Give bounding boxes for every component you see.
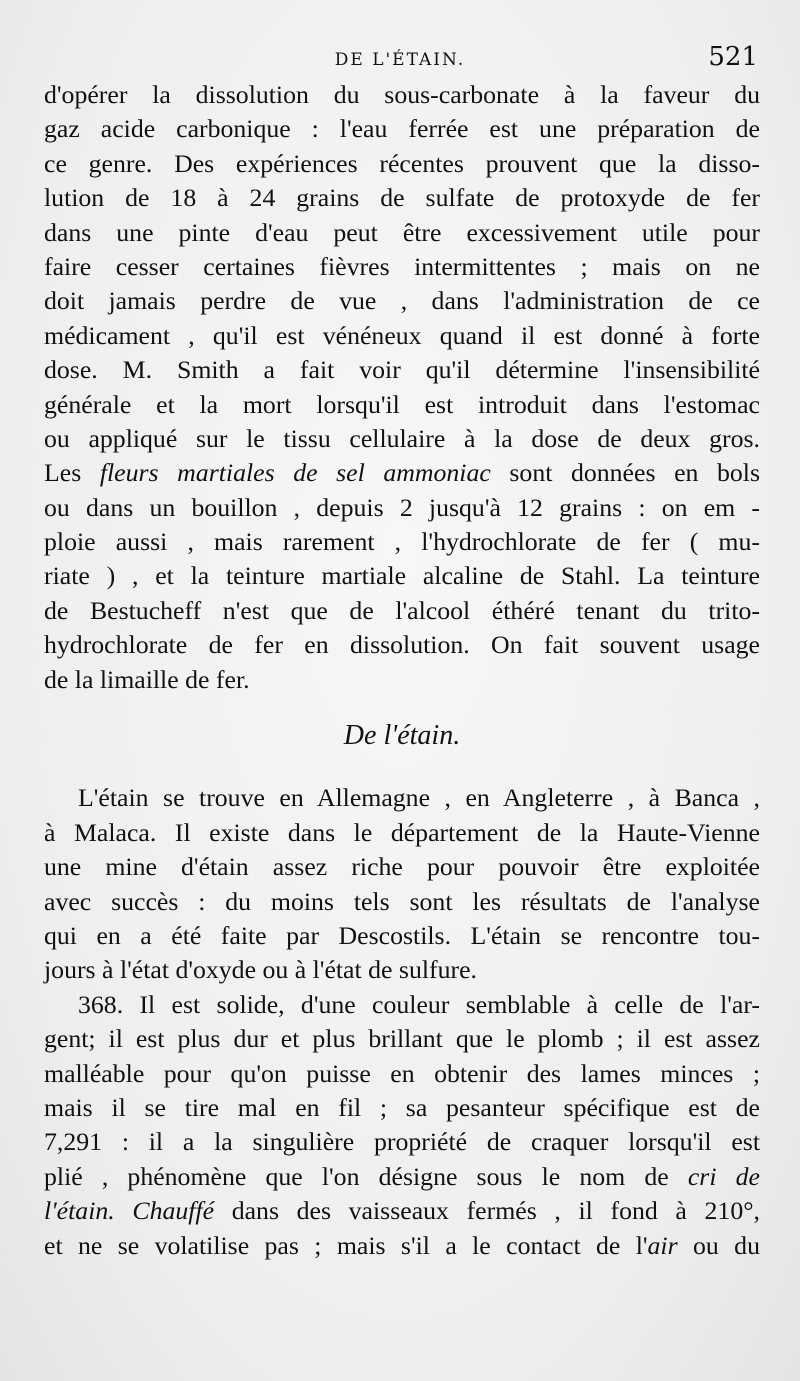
italic-term: fleurs martiales de sel ammoniac xyxy=(99,458,491,488)
text-span: plié , phénomène que l'on désigne sous le nom de xyxy=(44,1161,688,1191)
text-line: L'étain se trouve en Allemagne , en Angleterre , à Banca , xyxy=(78,783,760,813)
text-span: dans des vaisseaux fermés , il fond à 210°, xyxy=(214,1196,760,1226)
text-line: jours à l'état d'oxyde ou à l'état de sulfure. xyxy=(44,955,478,985)
text-line: 368. Il est solide, d'une couleur semblable à celle de l'ar- xyxy=(78,989,760,1019)
text-line xyxy=(44,1229,760,1263)
text-line: malléable pour qu'on puisse en obtenir des lames minces ; xyxy=(44,1058,760,1088)
text-line: à Malaca. Il existe dans le département de la Haute-Vienne xyxy=(44,817,760,847)
italic-term: l'étain. Chauffé xyxy=(44,1196,215,1226)
text-span: et ne se volatilise pas ; mais s'il a le contact de l' xyxy=(44,1230,648,1260)
paragraph-continued xyxy=(44,78,760,456)
text-line: dans une pinte d'eau peut être excessivement utile pour xyxy=(44,217,760,247)
paragraph-properties xyxy=(44,988,760,1263)
text-line xyxy=(44,456,760,490)
text-span: sont données en bols xyxy=(490,458,760,488)
text-line: gent; il est plus dur et plus brillant que le plomb ; il est assez xyxy=(44,1024,760,1054)
body-text xyxy=(44,78,760,1263)
text-line: médicament , qu'il est vénéneux quand il est donné à forte xyxy=(44,320,760,350)
section-heading: De l'étain. xyxy=(343,720,461,752)
text-line: ou dans un bouillon , depuis 2 jusqu'à 12 grains : on em - xyxy=(44,492,760,522)
text-line: doit jamais perdre de vue , dans l'administration de ce xyxy=(44,286,760,316)
text-line: lution de 18 à 24 grains de sulfate de protoxyde de fer xyxy=(44,183,760,213)
italic-term: air xyxy=(647,1230,678,1260)
text-line: hydrochlorate de fer en dissolution. On fait souvent usage xyxy=(44,630,760,660)
text-line: mais il se tire mal en fil ; sa pesanteur spécifique est de xyxy=(44,1092,760,1122)
text-line: riate ) , et la teinture martiale alcaline de Stahl. La teinture xyxy=(44,561,760,591)
text-line: avec succès : du moins tels sont les résultats de l'analyse xyxy=(44,886,760,916)
text-line xyxy=(44,1194,760,1228)
text-line: dose. M. Smith a fait voir qu'il détermine l'insensibilité xyxy=(44,355,760,385)
running-title: DE L'ÉTAIN. xyxy=(334,50,466,70)
text-line: générale et la mort lorsqu'il est introduit dans l'estomac xyxy=(44,389,760,419)
text-line: une mine d'étain assez riche pour pouvoir être exploitée xyxy=(44,852,760,882)
text-line: 7,291 : il a la singulière propriété de craquer lorsqu'il est xyxy=(44,1127,760,1157)
text-line: qui en a été faite par Descostils. L'étain se rencontre tou- xyxy=(44,920,760,950)
text-line: d'opérer la dissolution du sous-carbonate à la faveur du xyxy=(44,80,760,109)
text-span: ou du xyxy=(677,1230,760,1260)
text-line xyxy=(44,1160,760,1194)
text-line: faire cesser certaines fièvres intermittentes ; mais on ne xyxy=(44,251,760,281)
italic-term: cri de xyxy=(687,1161,760,1191)
text-line: ploie aussi , mais rarement , l'hydrochlorate de fer ( mu- xyxy=(44,527,760,557)
text-line: de Bestucheff n'est que de l'alcool éthéré tenant du trito- xyxy=(44,595,760,625)
text-line: ce genre. Des expériences récentes prouvent que la disso- xyxy=(44,148,760,178)
text-span: Les xyxy=(44,458,100,488)
paragraph-occurrence xyxy=(44,781,760,987)
page-number: 521 xyxy=(708,42,758,72)
text-line: de la limaille de fer. xyxy=(44,664,250,694)
page-header xyxy=(40,44,760,80)
text-line: ou appliqué sur le tissu cellulaire à la dose de deux gros. xyxy=(44,423,760,453)
text-line: gaz acide carbonique : l'eau ferrée est une préparation de xyxy=(44,114,760,144)
paragraph-remedies xyxy=(44,456,760,697)
